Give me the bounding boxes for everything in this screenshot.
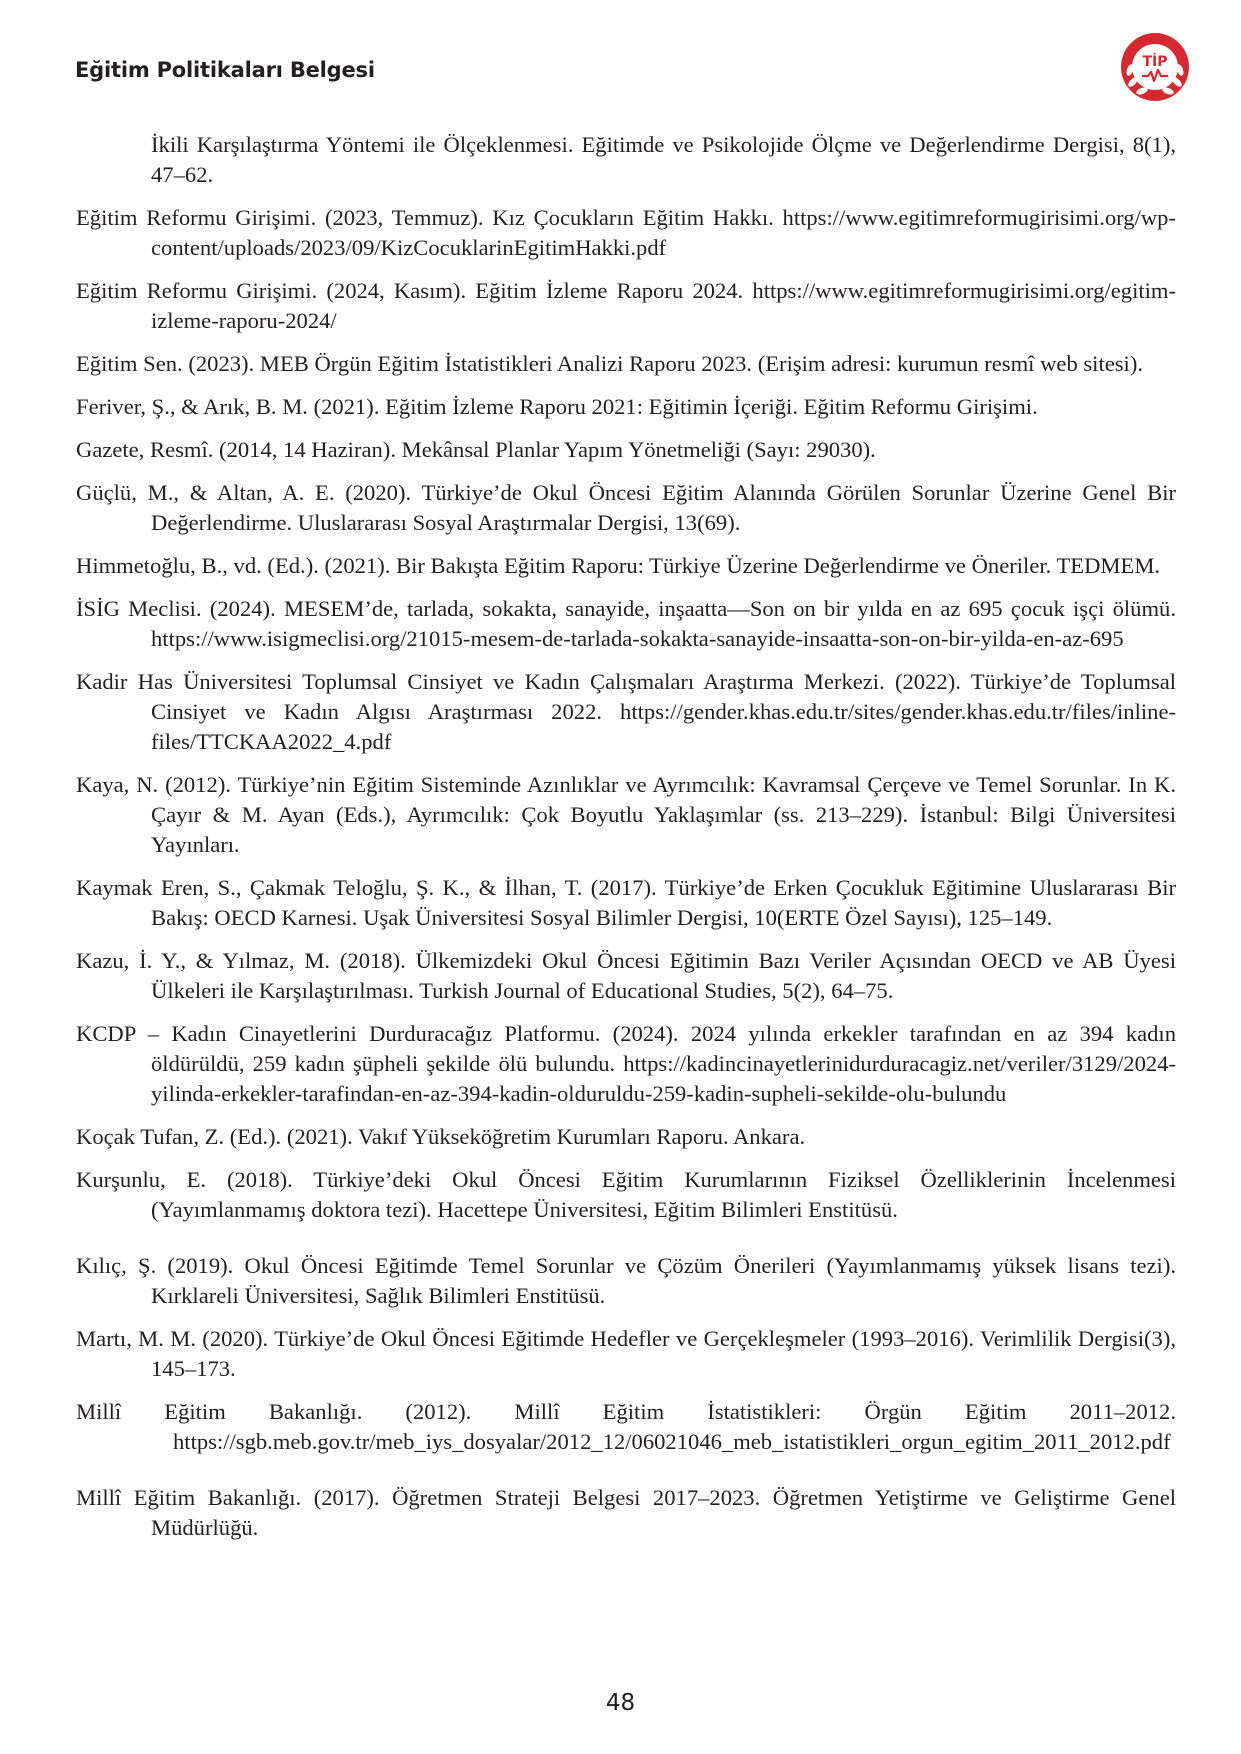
reference-item: Eğitim Reformu Girişimi. (2023, Temmuz). Kız Çocukların Eğitim Hakkı. https://www.egitimreformugirisimi.org/wp-content/uploads/2023/09/KizCocuklarinEgitimHakki.pdf (76, 205, 1176, 260)
reference-item: Himmetoğlu, B., vd. (Ed.). (2021). Bir Bakışta Eğitim Raporu: Türkiye Üzerine Değerlendirme ve Öneriler. TEDMEM. (76, 553, 1161, 578)
reference-item: Kaya, N. (2012). Türkiye’nin Eğitim Sisteminde Azınlıklar ve Ayrımcılık: Kavramsal Çerçeve ve Temel Sorunlar. In K. Çayır & M. Ayan (Eds.), Ayrımcılık: Çok Boyutlu Yaklaşımlar (ss. 213–229). İstanbul: Bilgi Üniversitesi Yayınları. (76, 772, 1176, 857)
reference-item: Güçlü, M., & Altan, A. E. (2020). Türkiye’de Okul Öncesi Eğitim Alanında Görülen Sorunlar Üzerine Genel Bir Değerlendirme. Uluslararası Sosyal Araştırmalar Dergisi, 13(69). (76, 480, 1176, 535)
reference-item: Feriver, Ş., & Arık, B. M. (2021). Eğitim İzleme Raporu 2021: Eğitimin İçeriği. Eğitim Reformu Girişimi. (76, 394, 1038, 419)
reference-item: İSİG Meclisi. (2024). MESEM’de, tarlada, sokakta, sanayide, inşaatta—Son on bir yılda en az 695 çocuk işçi ölümü. https://www.isigmeclisi.org/21015-mesem-de-tarlada-sokakta-sanayide-insaatta-son-on-bir-yilda-en-az-695 (76, 596, 1176, 651)
reference-item: Koçak Tufan, Z. (Ed.). (2021). Vakıf Yükseköğretim Kurumları Raporu. Ankara. (76, 1124, 806, 1149)
reference-list (76, 130, 1176, 1556)
logo-text: TİP (1142, 54, 1168, 70)
reference-item: Kadir Has Üniversitesi Toplumsal Cinsiyet ve Kadın Çalışmaları Araştırma Merkezi. (2022). Türkiye’de Toplumsal Cinsiyet ve Kadın Algısı Araştırması 2022. https://gender.khas.edu.tr/sites/gender.khas.edu.tr/files/inline-files/TTCKAA2022_4.pdf (76, 669, 1176, 754)
reference-item: Eğitim Reformu Girişimi. (2024, Kasım). Eğitim İzleme Raporu 2024. https://www.egitimreformugirisimi.org/egitim-izleme-raporu-2024/ (76, 278, 1176, 333)
tip-logo (1118, 30, 1192, 104)
reference-item: Millî Eğitim Bakanlığı. (2017). Öğretmen Strateji Belgesi 2017–2023. Öğretmen Yetiştirme ve Geliştirme Genel Müdürlüğü. (76, 1485, 1176, 1540)
reference-item: Millî Eğitim Bakanlığı. (2012). Millî Eğitim İstatistikleri: Örgün Eğitim 2011–2012. https://sgb.meb.gov.tr/meb_iys_dosyalar/2012_12/06021046_meb_istatistikleri_orgun_egitim_2011_2012.pdf (76, 1399, 1176, 1454)
reference-item: Eğitim Sen. (2023). MEB Örgün Eğitim İstatistikleri Analizi Raporu 2023. (Erişim adresi: kurumun resmî web sitesi). (76, 351, 1144, 376)
document-title: Eğitim Politikaları Belgesi (75, 58, 375, 82)
reference-item: KCDP – Kadın Cinayetlerini Durduracağız Platformu. (2024). 2024 yılında erkekler tarafından en az 394 kadın öldürüldü, 259 kadın şüpheli şekilde ölü bulundu. https://kadincinayetlerinidurduracagiz.net/veriler/3129/2024-yilinda-erkekler-tarafindan-en-az-394-kadin-olduruldu-259-kadin-supheli-sekilde-olu-bulundu (76, 1021, 1176, 1106)
reference-item: Kurşunlu, E. (2018). Türkiye’deki Okul Öncesi Eğitim Kurumlarının Fiziksel Özelliklerinin İncelenmesi (Yayımlanmamış doktora tezi). Hacettepe Üniversitesi, Eğitim Bilimleri Enstitüsü. (76, 1167, 1176, 1222)
reference-item: Kaymak Eren, S., Çakmak Teloğlu, Ş. K., & İlhan, T. (2017). Türkiye’de Erken Çocukluk Eğitimine Uluslararası Bir Bakış: OECD Karnesi. Uşak Üniversitesi Sosyal Bilimler Dergisi, 10(ERTE Özel Sayısı), 125–149. (76, 875, 1176, 930)
reference-item: Kılıç, Ş. (2019). Okul Öncesi Eğitimde Temel Sorunlar ve Çözüm Önerileri (Yayımlanmamış yüksek lisans tezi). Kırklareli Üniversitesi, Sağlık Bilimleri Enstitüsü. (76, 1253, 1176, 1308)
reference-item: İkili Karşılaştırma Yöntemi ile Ölçeklenmesi. Eğitimde ve Psikolojide Ölçme ve Değerlendirme Dergisi, 8(1), 47–62. (151, 132, 1176, 187)
reference-item: Kazu, İ. Y., & Yılmaz, M. (2018). Ülkemizdeki Okul Öncesi Eğitimin Bazı Veriler Açısından OECD ve AB Üyesi Ülkeleri ile Karşılaştırılması. Turkish Journal of Educational Studies, 5(2), 64–75. (76, 948, 1176, 1003)
reference-item: Martı, M. M. (2020). Türkiye’de Okul Öncesi Eğitimde Hedefler ve Gerçekleşmeler (1993–2016). Verimlilik Dergisi(3), 145–173. (76, 1326, 1176, 1381)
page-number: 48 (605, 1690, 636, 1716)
reference-item: Gazete, Resmî. (2014, 14 Haziran). Mekânsal Planlar Yapım Yönetmeliği (Sayı: 29030). (76, 437, 876, 462)
